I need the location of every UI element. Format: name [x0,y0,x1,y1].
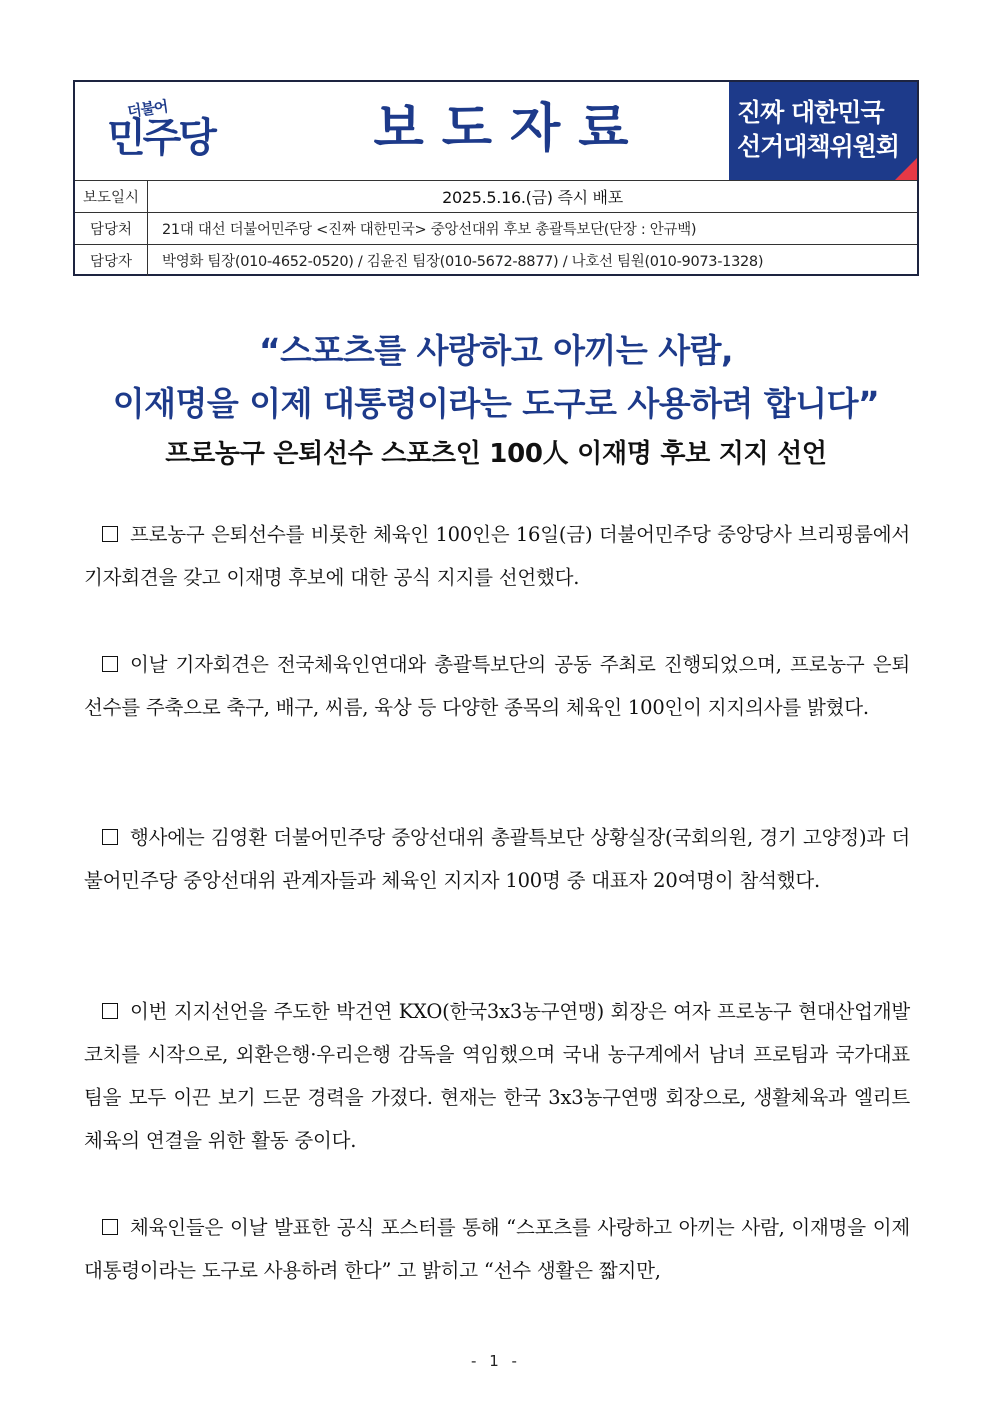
press-header [73,80,919,276]
committee-line1: 진짜 대한민국 [737,98,884,127]
paragraph-text: 행사에는 김영환 더불어민주당 중앙선대위 총괄특보단 상황실장(국회의원, 경기 고양정)과 더불어민주당 중앙선대위 관계자들과 체육인 지지자 100명 중 대표자 20여명이 참석했다. [84,826,910,892]
party-logo [105,98,235,168]
headline-line-1: “스포츠를 사랑하고 아끼는 사람, [258,331,734,370]
info-label: 보도일시 [75,181,148,212]
logo-main-text: 민주당 [107,115,214,161]
subheadline: 프로농구 은퇴선수 스포츠인 100人 이재명 후보 지지 선언 [165,439,827,469]
paragraph-3 [84,816,910,902]
corner-accent [895,158,917,180]
checkbox-bullet-icon [102,829,118,845]
committee-badge [729,82,917,180]
info-value: 21대 대선 더불어민주당 <진짜 대한민국> 중앙선대위 후보 총괄특보단(단장 : 안규백) [162,222,697,238]
info-row-contact [75,244,917,276]
info-label: 담당자 [75,245,148,276]
info-value: 박영화 팀장(010-4652-0520) / 김윤진 팀장(010-5672-8877) / 나호선 팀원(010-9073-1328) [162,254,764,270]
committee-line2: 선거대책위원회 [737,132,900,161]
checkbox-bullet-icon [102,1003,118,1019]
paragraph-text: 체육인들은 이날 발표한 공식 포스터를 통해 “스포츠를 사랑하고 아끼는 사람, 이재명을 이제 대통령이라는 도구로 사용하려 한다” 고 밝히고 “선수 생활은 짧지만, [84,1216,910,1282]
paragraph-text: 이번 지지선언을 주도한 박건연 KXO(한국3x3농구연맹) 회장은 여자 프로농구 현대산업개발 코치를 시작으로, 외환은행·우리은행 감독을 역임했으며 국내 농구계에서 남녀 프로팀과 국가대표팀을 모두 이끈 보기 드문 경력을 가졌다. 현재는 한국 3x3농구연맹 회장으로, 생활체육과 엘리트 체육의 연결을 위한 활동 중이다. [84,1000,910,1152]
checkbox-bullet-icon [102,656,118,672]
paragraph-2 [84,643,910,729]
paragraph-1 [84,513,910,599]
page-title: 보도자료 [373,99,647,159]
headline-line-2: 이재명을 이제 대통령이라는 도구로 사용하려 합니다” [112,384,880,423]
paragraph-text: 이날 기자회견은 전국체육인연대와 총괄특보단의 공동 주최로 진행되었으며, 프로농구 은퇴선수를 주축으로 축구, 배구, 씨름, 육상 등 다양한 종목의 체육인 100인이 지지의사를 밝혔다. [84,653,910,719]
info-row-date [75,180,917,212]
page-number: - 1 - [471,1352,521,1370]
logo-small-text: 더불어 [126,97,169,121]
info-label: 담당처 [75,213,148,244]
paragraph-text: 프로농구 은퇴선수를 비롯한 체육인 100인은 16일(금) 더불어민주당 중앙당사 브리핑룸에서 기자회견을 갖고 이재명 후보에 대한 공식 지지를 선언했다. [84,523,910,589]
checkbox-bullet-icon [102,1219,118,1235]
info-table [75,180,917,276]
paragraph-4 [84,990,910,1162]
info-row-dept [75,212,917,244]
checkbox-bullet-icon [102,526,118,542]
paragraph-5 [84,1206,910,1292]
info-value: 2025.5.16.(금) 즉시 배포 [442,188,623,207]
header-top [75,82,917,180]
